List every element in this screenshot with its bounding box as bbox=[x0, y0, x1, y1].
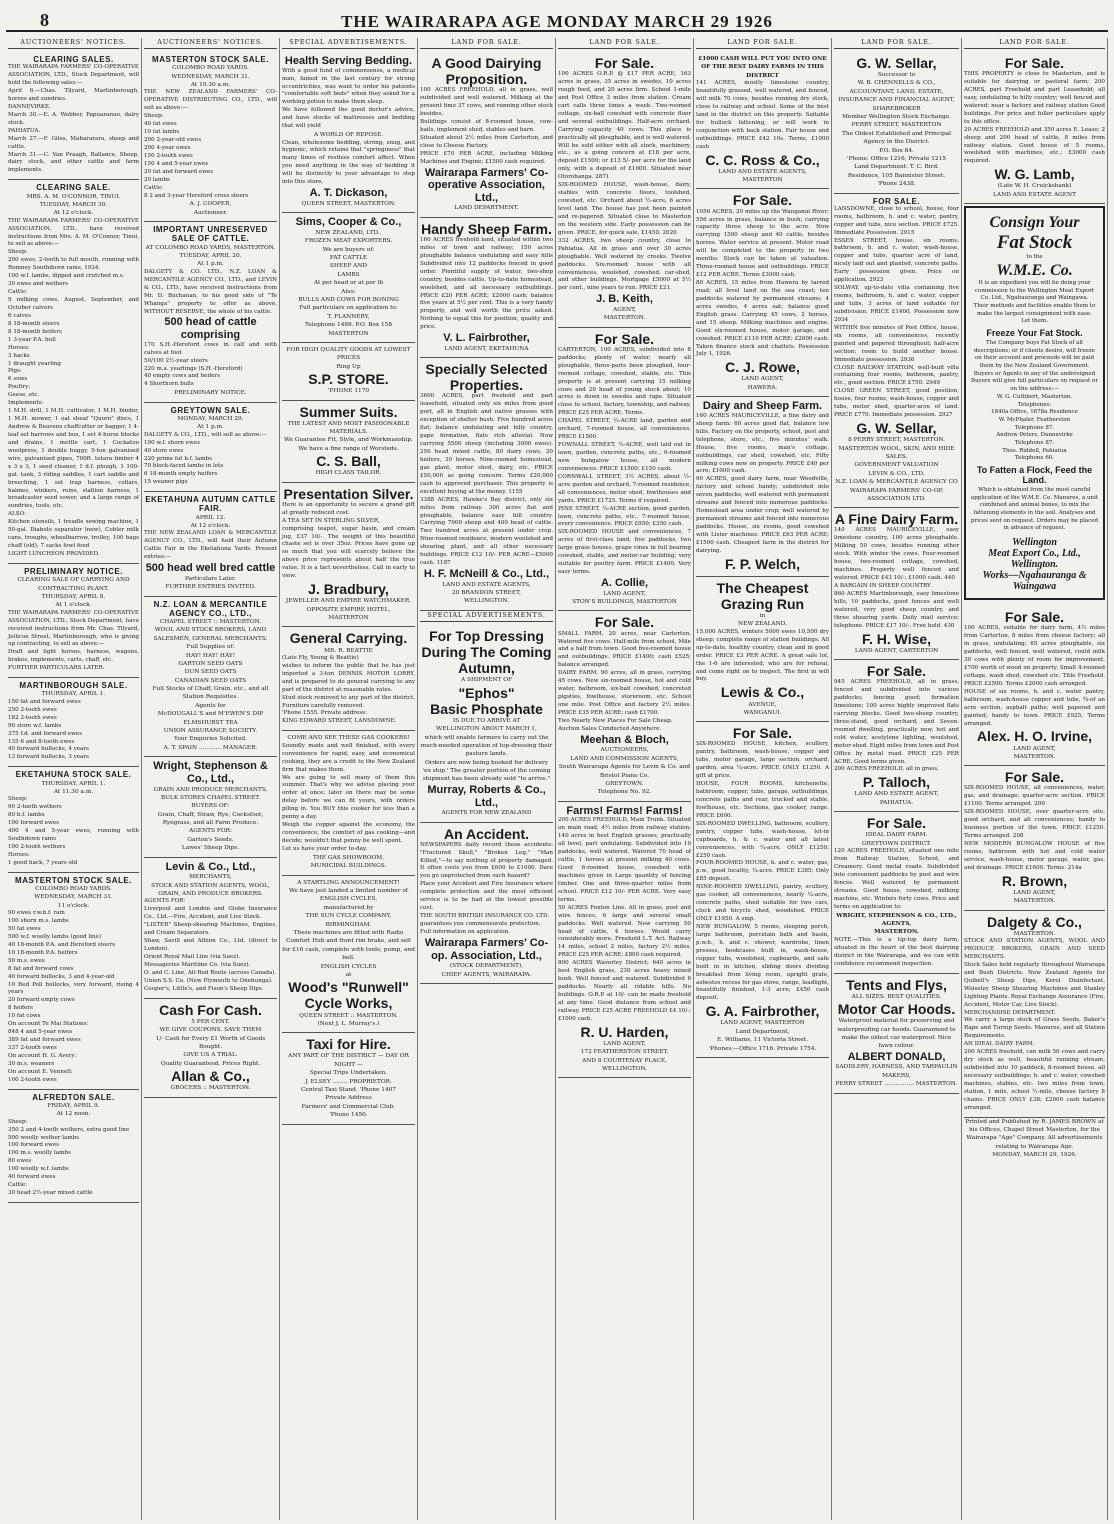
ad-subtitle: LAND AND ESTATE AGENTS, MASTERTON bbox=[718, 168, 807, 184]
ad-subtitle: AGENT, MASTERTON. bbox=[603, 306, 646, 322]
ad-subtitle: LAND AND ESTATE AGENT, PAHIATUA. bbox=[854, 791, 939, 806]
ad-subtitle: SADDLERY, HARNESS, AND TARPAULIN MAKERS, PERRY STREET ................ MASTERTON. bbox=[835, 1064, 958, 1088]
ad-address: CHAPEL STREET :: MASTERTON. bbox=[159, 618, 262, 625]
ad-subtitle: LAND AGENT, MASTERTON. bbox=[1013, 889, 1056, 905]
ad-body: 100 ACRES, suitable for dairy farm, 4½ miles from Carterton, 8 miles from cheese factory; all in grass, undulating; 65 acres ploughable, six paddocks, well fenced, well watered, could milk 30 cows with plenty of room for improvement. £700 worth of wood on property. Small 4-roomed cottage, wash shed, cowshed etc. Title Freehold. PRICE £2500. Terms £2000 cash arranged. HOUSE of six rooms, h. and c. water pantry, bathroom, wash-house copper and tubs, ¾-of an acre section, asphalt paths; well papered and painted; handy to town. PRICE £925. Terms arranged. bbox=[964, 625, 1105, 727]
ad-wright-stephenson bbox=[144, 757, 277, 857]
ad-title: Allan & Co., bbox=[171, 1068, 250, 1085]
ad-sellar bbox=[834, 52, 959, 194]
ad-note: PRELIMINARY NOTICE. bbox=[174, 390, 247, 397]
ad-advertiser: V. L. Fairbrother, bbox=[443, 332, 530, 345]
ad-title: Presentation Silver. bbox=[283, 485, 414, 502]
ad-title: For Sale. bbox=[866, 663, 927, 680]
ad-advertiser: F. H. Wise, bbox=[861, 630, 932, 647]
ad-body: 120 ACRES FREEHOLD, situated one mile from Railway Station, School, and Creamery. Good metal roads. Subdivided into convenient paddocks by post and wire fences. Well watered by permanent streams. Good house, cowshed, milking machine, etc. Winters forty cows. Price and terms on application to: bbox=[834, 848, 961, 910]
ad-title: For Sale. bbox=[732, 192, 793, 209]
ad-advertiser: G. A. Fairbrother, bbox=[705, 1003, 820, 1020]
ad-title: For Sale. bbox=[594, 330, 655, 347]
ad-title: Specially Selected Properties. bbox=[425, 361, 548, 394]
column-header: LAND FOR SALE. bbox=[964, 38, 1105, 49]
ad-title: A Fine Dairy Farm. bbox=[834, 511, 959, 528]
ad-subtitle: LAND AGENT, MASTERTON. bbox=[1013, 745, 1056, 760]
ad-subtitle: MERCHANTS, STOCK AND STATION AGENTS, WOOL, GRAIN, AND PRODUCE BROKERS. bbox=[151, 874, 270, 898]
ad-subtitle: COLOMBO ROAD YARDS. bbox=[35, 885, 112, 892]
ad-title: GREYTOWN SALE. bbox=[170, 405, 251, 415]
ad-title: CLEARING SALES. bbox=[33, 55, 114, 64]
ad-subtitle: NEW ZEALAND, LTD., FROZEN MEAT EXPORTERS. bbox=[304, 229, 393, 245]
ad-body: NEWSPAPERS daily record these accidents: "Fractured Skull," "Broken Leg," "Man Killed,"—to say nothing of property damaged. It often costs you from £600 to £1000. Dare you go unprotected from such hazard? Place your Accident and Fire Insurance where complete protection and the most efficient service is to be had at the lowest possible cost. THE SOUTH BRITISH INSURANCE CO. LTD. guarantees you commensurate protection. Full information on application. bbox=[420, 841, 553, 935]
ad-body: 160 ACRES freehold land, situated within two miles of town and railway; 150 acres ploughable balance undulating and easy hills Subdivided into 12 paddocks fenced in good order. Plentiful supply of water, two-shop country, besides cattle. Up-to-date homestead, woolshed, and all necessary outbuildings. PRICE £20 PER ACRE; £2000 cash; balance five years at 5½ per cent. This is a very handy property, and well worth the price asked. Nothing to equal this for position, quality and price. bbox=[420, 236, 555, 331]
ad-ring: Ring Up bbox=[336, 363, 361, 370]
ad-subtitle: LAND AGENT, EKETAHUNA bbox=[444, 345, 529, 352]
column-land-5 bbox=[962, 38, 1108, 1520]
ad-advertiser: P. Talloch, bbox=[862, 774, 931, 791]
ad-sims-cooper bbox=[282, 213, 415, 343]
ad-subtitle: AUCTIONEERS, LAND AND COMMISSION AGENTS, South Wairarapa Agents for Levin & Co. and Bristol Piano Co. GREYTOWN. Telephone No. 92. bbox=[558, 747, 691, 796]
ad-title: An Accident. bbox=[443, 825, 530, 842]
ad-body: AGENTS FOR: Liverpool and London and Globe Insurance Co., Ltd.—Fire, Accident, and Live Stock. "LISTER" Sheep-shearing Machines, Engines, and Cream Separators. Shaw, Savill and Albion Co., Ltd. (direct to London). Orient Royal Mail Line (via Suez). Messageries Maritime Co. (via Suez). O. and C. Line, All-Red Route (across Canada). Union S.S. Co. (New Plymouth to Onehunga). Cooper's, Little's, and Fison's Sheep Dips. bbox=[144, 898, 277, 992]
ad-advertiser: R. U. Harden, bbox=[580, 1023, 669, 1040]
ad-note: NOTE.—This is a tip-top dairy farm, situated in the heart of the best dairying district in the Wairarapa, and we can with confidence recommend inspection. bbox=[834, 936, 961, 967]
ad-note: FURTHER ENTRIES INVITED. bbox=[165, 584, 256, 591]
ad-for-sale-meehan bbox=[558, 611, 691, 801]
ad-title: Consign Your bbox=[989, 214, 1080, 232]
ad-title: Summer Suits. bbox=[299, 403, 398, 420]
column-auctioneers-2 bbox=[142, 38, 280, 1520]
ad-body: Which is obtained from the most careful application of the W.M.E. Co. Manures, a unit combined and animal bones, to mix the fattening elements in the soil. Analyses and prices sent on request. Orders may be placed in advance of request. bbox=[970, 487, 1099, 532]
ad-title: Dalgety & Co., bbox=[987, 913, 1082, 930]
ad-title: For Sale. bbox=[594, 614, 655, 631]
ad-for-sale-fairbrother bbox=[696, 722, 829, 1058]
ad-subtitle: LAND DEPARTMENT. bbox=[454, 205, 519, 212]
ad-date: WEDNESDAY, MARCH 31. bbox=[34, 894, 113, 901]
ad-title: Wright, Stephenson & Co., Ltd., bbox=[153, 760, 268, 785]
ad-carrying-plant bbox=[8, 564, 139, 678]
ad-subtitle: 5 PER CENT. bbox=[191, 1018, 230, 1025]
ad-date: MONDAY, MARCH 29. bbox=[177, 415, 244, 422]
ad-dalgety bbox=[964, 911, 1105, 1118]
ad-body: With a good fund of commonsense, a medical man, famed in the last century for strong eccentricities, was want to order his patients "comfortable soft beds" when they asked for a working potion to make them sleep. We have followed the good doctor's advice, and have stocks of mattresses and bedding that will yield bbox=[282, 67, 415, 130]
ad-tents-hoods bbox=[834, 974, 959, 1094]
ad-subtitle: MRS. A. M. O'CONNOR, TINUI. bbox=[26, 193, 121, 200]
ad-for-sale-rowe bbox=[696, 189, 829, 397]
ad-body: WE GIVE COUPONS. SAVE THEM 1/- Cash for Every £1 Worth of Goods Bought. GIVE US A TRIAL. Quality Guaranteed. Prices Right. bbox=[155, 1027, 266, 1067]
ad-english-cycles bbox=[282, 876, 415, 1034]
ad-title: Levin & Co., Ltd., bbox=[165, 860, 256, 873]
ad-advertiser: Wairarapa Farmers' Co-op. Association, Ltd., bbox=[424, 936, 549, 962]
ad-subtitle: Freeze Your Fat Stock. bbox=[986, 328, 1083, 339]
ad-advertiser: R. Brown, bbox=[1001, 872, 1068, 889]
ad-body: DALGETY & CO. LTD., N.Z. LOAN & MERCANTILE AGENCY CO., LTD., and LEVIN & CO., LTD., have received instructions from Mr. D. Buchanan, to his good side of "Te Whanga" property to offer as above, WITHOUT RESERVE, the whole of his cattle. bbox=[144, 268, 279, 315]
ad-advertiser: Meehan & Bloch, bbox=[580, 733, 669, 746]
ad-signature: THE GAS SHOWROOM, MUNICIPAL BUILDINGS. bbox=[310, 854, 387, 870]
ad-date: TUESDAY, MARCH 30. bbox=[39, 201, 108, 208]
ad-body: Sheep: 90 2-tooth wethers 80 b.f. lambs 100 forward ewes 400 4 and 5-year ewes, running with Southdown rams 100 2-tooth wethers Horses: 1 good hack, 7 years old bbox=[8, 796, 139, 866]
ad-body: 150 fat and forward ewes 250 2-tooth ewes 182 2-tooth ewes 90 store w.f. lambs 375 f.d. and forward ewes 135 6 and 8-tooth ewes 40 forward bullocks, 4 years 13 forward bullocks, 3 years bbox=[8, 698, 89, 761]
ad-body: IS DUE TO ARRIVE AT WELLINGTON ABOUT MARCH 1, which will enable farmers to carry out the much-needed operation of top-dressing their pasture lands. Orders are now being booked for delivery 'ex ship.' The greater portion of the coming shipment has been already sold "to arrive." bbox=[420, 717, 553, 783]
ad-address: QUEEN STREET, MASTERTON. bbox=[301, 200, 396, 207]
ad-title: PRELIMINARY NOTICE. bbox=[24, 566, 123, 576]
ad-title: Sims, Cooper & Co., bbox=[295, 216, 402, 229]
ad-time: At 1 p.m. bbox=[197, 424, 224, 431]
ad-subtitle: (STOCK DEPARTMENT), CHIEF AGENTS, WAIRARAPA. bbox=[441, 963, 532, 978]
ad-for-sale-lamb bbox=[964, 52, 1105, 204]
ad-advertiser: Murray, Roberts & Co., Ltd., bbox=[427, 783, 546, 809]
ad-title: N.Z. LOAN & MERCANTILE AGENCY CO., LTD., bbox=[153, 599, 268, 618]
ad-subtitle: Successor to W. B. CHENNELLS & CO., ACCOUNTANT, LAND, ESTATE, INSURANCE AND FINANCIAL AGENT, SHAREBROKER bbox=[838, 72, 955, 112]
ad-for-sale-irvine bbox=[964, 606, 1105, 766]
ad-subtitle: To Fatten a Flock, Feed the Land. bbox=[976, 465, 1093, 486]
ad-subtitle: LAND AGENT, HAWERA. bbox=[741, 376, 784, 391]
ad-title: Health Serving Bedding. bbox=[284, 55, 413, 67]
ad-subtitle: GRAIN AND PRODUCE MERCHANTS, BULK STORES CHAPEL STREET. bbox=[153, 786, 268, 801]
ad-advertiser: ALBERT DONALD, bbox=[847, 1050, 946, 1063]
ad-signature: A. J. COOPER, Auctioneer. bbox=[189, 201, 232, 216]
column-special-ads bbox=[280, 38, 418, 1520]
ad-headline: 500 head of cattle comprising bbox=[164, 316, 257, 342]
ad-accident-insurance bbox=[420, 823, 553, 984]
ad-title: For Sale. bbox=[1004, 769, 1065, 786]
ad-body: Waterproof material for preserving and waterproofing car hoods. Guaranteed to make the oldest car waterproof. Nice fawn colour. bbox=[837, 1018, 956, 1050]
ad-body: THE WAIRARAPA FARMERS' CO-OPERATIVE ASSOCIATION, LTD., have received instructions from Mrs. A. M. O'Connor, Tinui, to sell as above:— Sheep: 200 ewes, 2-tooth to full mouth, running with Romney Southdown rams, 1924. 100 w.f. lambs, dipped and crutched m.s. 30 ewes and wethers Cattle: 9 milking cows, August, September, and October calvers 6 calves 8 18-month steers 8 18-month heifers 1 3-year P.A. bull Horses: 3 hacks 1 draught yearling Pigs: 6 sows Poultry: Geese, etc. Implements: 1 M.H. drill, 1 M.H. cultivator, 1 M.H. binder, 1 M.H. mower, 1 oat sheaf "Quorn" discs, 1 Andrew & Beavens chaffcutter or bagger, 1 4-leaf set harrows and box, 1 set 4-horse blocks and drains, 1 mettle cart, 1 Cockatoo woolpress, 1 double buggy, 5-ton galvanised wire, galvanised pipes, 700ft. totara timber 4 x 3 x 3, 1 seed cleaner, 1 d.f. plough, 1 100-gal. tank, 3 riding saddles, 1 cart saddle and breeching, 1 set trap harness, collars, haimes, winkers, reins, stallion harness, 1 broadcaster seed sower, and a large range of sundries, tools, etc. ALSO: Kitchen utensils, 1 treadle sewing machine, 1 50-gal. Diabolo separator (new), Cobler milk cans, troughs, wheelbarrow, trolley, 100 bags chaff (old), 7 sacks fowl feed LIGHT LUNCHEON PROVIDED. bbox=[8, 217, 139, 558]
ad-body: 945 ACRES FREEHOLD, all in grass, fenced and subdivided into various paddocks; fencing good; formation limestone; 100 acres highly improved flats carrying blocks. Good two-sheep country, three-stand, good orchard, and Seven-roomed dwelling, practically new, hot and cold water, acetylene lighting, woolshed, motor-shed. Eight miles from town and Post Office by metal road. PRICE £25 PER ACRE. Good terms given. 200 ACRES FREEHOLD, all in grass, bbox=[834, 679, 959, 773]
ad-subtitle: CLEARING SALE OF CARRYING AND CONTRACTING PLANT. bbox=[17, 577, 130, 592]
ad-time: At 10.30 a.m. bbox=[190, 81, 231, 88]
ad-subtitle: AT COLOMBO ROAD YARDS, MASTERTON. bbox=[145, 244, 276, 251]
ad-date: APRIL 12. bbox=[195, 514, 226, 521]
ad-title: CLEARING SALE. bbox=[36, 183, 111, 193]
column-land-1 bbox=[418, 38, 556, 1520]
ad-headline: 500 head well bred cattle bbox=[145, 562, 276, 575]
ad-eketahuna-cattle-fair bbox=[144, 492, 277, 596]
ad-title: ALFREDTON SALE. bbox=[32, 1092, 115, 1102]
ad-body: 1056 ACRES, 20 miles up the Wanganui River; 556 acres in grass, balance in bush; carrying capacity three sheep to the acre. Now carrying 1500 sheep and 40 cattle, besides horses. Water service at present. Motor road will be completed to the property in two months. Stock can be taken at valuation. Three-roomed house and outbuildings. PRICE £12 PER ACRE. Terms £3000 cash. 80 ACRES, 15 miles from Hawera by tarred road; all level land on the sea coast; ten paddocks watered by permanent streams; 4 acres swedes, 4 acres oat; balance good English grass. Carrying 45 cows, 2 horses, and 15 sheep. Milking machines and engine. Good six-roomed house, motor garage, and cowshed. PRICE £110 PER ACRE; £2000 cash. Taken finance stock and chattels. Possession July 1, 1926. bbox=[696, 208, 829, 358]
ad-title: S.P. STORE. bbox=[308, 371, 389, 388]
ad-for-sale-sellar bbox=[834, 194, 959, 509]
ad-subtitle: AVENUE, WANGANUI. bbox=[743, 701, 782, 716]
masthead bbox=[6, 10, 1108, 32]
ad-product: "Ephos" Basic Phosphate bbox=[430, 684, 543, 717]
ad-subtitle: LAND AGENT, MASTERTON Land Department, E. Williams, 11 Victoria Street. 'Phones:—Office 1716. Private 1754. bbox=[708, 1020, 817, 1052]
ad-body: THE NEW ZEALAND LOAN & MERCANTILE AGENCY CO., LTD., will hold their Autumn Cattle Fair in the Eketahuna Yards. Present entries:— bbox=[144, 530, 279, 561]
ad-title: Tents and Flys, bbox=[846, 976, 947, 993]
ad-presentation-silver bbox=[282, 483, 415, 628]
ad-advertiser: A. Collie, bbox=[600, 577, 649, 590]
ad-masterton-stock-sale bbox=[144, 52, 277, 222]
ad-body: 90 ewes r.w.b.f. ram 100 shorn m.s. lambs 50 fat ewes 500 w.f. woolly lambs (good line) 40 18-month P.A. and Hereford steers 10 18-month P.A. heifers 50 m.s. ewes 8 fat and forward cows 40 forward bullocks, 3 and 4-year-old 10 Red Poll bullocks, very forward, rising 4 years 20 forward empty cows 8 heifers 10 fat cows On account Te Mai Stations: 848 4 and 5-year ewes 389 fat and forward ewes 337 2-tooth ewes On account H. G. Avery: 30 m.s. weaners On account E. Vennell: 100 2-tooth ewes bbox=[8, 910, 139, 1083]
ad-body: MASTERTON WOOL, SKIN, AND HIDE SALES. GOVERNMENT VALUATION LEVIN & CO., LTD. N.Z. LOAN & MERCANTILE AGENCY CO WAIRARAPA FARMERS' CO-OP. ASSOCIATION LTD. bbox=[835, 445, 958, 502]
imprint: Printed and Published by R. JAMES BROWN at his Offices, Chapel Street Masterton, for the Wairarapa "Age" Company. All advertisements relating to Wairarapa Age. MONDAY, MARCH 29, 1926. bbox=[965, 1118, 1104, 1159]
ad-title: Cash For Cash. bbox=[159, 1001, 262, 1018]
ad-body: SMALL FARM, 20 acres, near Carterton. Watered five cows. Half-mile from school, Mile and a half from town. Good five-roomed house and outbuildings. PRICE £1400; cash £525; balance arranged. DAIRY FARM, 90 acres, all in grass, carrying 45 cows. New six-roomed house, hot and cold water, bathroom, six-bail cowshed, concreted pigsties, fowlhouse, storeroom, etc. School one mile. Post Office and factory 2½ miles. PRICE £35 PER ACRE; cash £1700. Two Nearly New Places For Sale Cheap. Auction Sales Conducted Anywhere. bbox=[558, 630, 691, 732]
ad-time: At 12 o'clock. bbox=[53, 210, 94, 217]
ad-phone: 'PHONE 1170 bbox=[327, 388, 370, 395]
ad-handy-sheep-farm bbox=[420, 218, 553, 358]
ad-subtitle: 8 PERRY STREET, MASTERTON. bbox=[848, 437, 945, 444]
ad-farms-harden bbox=[558, 802, 691, 1079]
ad-body: SIX-ROOMED HOUSE, all conveniences, water, gas, and drainage; quarter-acre section. PRICE £1100. Terms arranged. 200 SIX-ROOMED HOUSE, over quarter-acre site, good orchard, and all conveniences; handy to business portion of the town. PRICE £1250. Terms arranged. 208 NEW MODERN BUNGALOW HOUSE of five rooms, bathroom with hot and cold water service, wash-house, motor garage, water, gas, and drainage. PRICE £1600. Terms. 214a bbox=[964, 785, 1105, 871]
ad-dairying-proposition bbox=[420, 52, 553, 218]
ad-dairy-sheep-farm bbox=[696, 397, 829, 577]
ad-title: Wood's "Runwell" Cycle Works, bbox=[288, 979, 409, 1012]
column-land-2 bbox=[556, 38, 694, 1520]
ad-body: We have just landed a limited number of ENGLISH CYCLES, manufactured by THE SUN CYCLE COMPANY, BIRMINGHAM. These machines are fitted with Radio Comfort Hub and front rim brake, and sell for £16 cash, complete with tools, pump, and bell. ENGLISH CYCLES at bbox=[282, 888, 415, 978]
ad-body: STOCK AND STATION AGENTS, WOOL AND PRODUCE BROKERS, GRAIN AND SEED MERCHANTS. Stock Sales held regularly throughout Wairarapa and Bush Districts. New Zealand Agents for Quibell's Sheep Dips, Kerol Disinfectant, Wolseley Sheep Shearing Machines and Stanley Lighting Plants. Royal Exchange Assurance (Fire, Accident, Motor Car, Live Stock). MERCHANDISE DEPARTMENT. We carry a large stock of Grass Seeds, Baker's Rape and Turnip Seeds. Manures, and all Station Requirements. AN IDEAL DAIRY FARM. 200 ACRES freehold, can milk 50 cows and carry dry stock as well, beautiful running stream, subdivided into 10 paddock, 8-roomed house, all necessary outbuildings; h. and c. water, cowshed machines, stables, etc. two miles from town, station, 1 mile, school ½-mile, cheese factory 8 chains. PRICE ONLY £38; £2000 cash balance arranged. bbox=[964, 938, 1105, 1111]
ad-subtitle: GROCERS :: MASTERTON. bbox=[170, 1085, 251, 1092]
column-header: AUCTIONEERS' NOTICES. bbox=[144, 38, 277, 49]
ad-body: 3600 ACRES, part freehold and part leasehold, situated only six miles from good port, all in English and native grasses with exception of shelter bush. Five hundred acres flat; balance undulating and hilly country, pape formation, flats rich alluvial. Now carrying 5500 sheep (including 3000 ewes), 250 head mixed cattle, 80 dairy cows, 20 heifers, 30 horses. Nine-roomed homestead, gas plant, motor shed, dairy, etc. PRICE £50,000 as going concern. Terms £20,000 cash to approved purchaser. This property is excellent buying at the money. 1155 3388 ACRES, Hawke's Bay district, only six miles from railway. 300 acres flat and ploughable, balance easy hill country. Carrying 7000 sheep and 400 head of cattle. Two hundred acres at present under crop. Nine-roomed residence, modern woolshed and shearing plant, and all other necessary buildings. PRICE £12 10/- PER ACRE—£5000 cash. 1187 bbox=[420, 393, 553, 567]
column-header: SPECIAL ADVERTISEMENTS. bbox=[282, 38, 415, 49]
ad-footer: Wellington Meat Export Co., Ltd., Wellington. Works—Ngahauranga & Waingawa bbox=[982, 537, 1087, 593]
ad-body: Sheep: 350 2 and 4-tooth wethers, extra good line 500 woolly wether lambs 100 forward ewes 100 m.s. woolly lambs 80 ewes 100 woolly w.f. lambs 40 forward ewes Cattle: 30 head 2½-year mixed cattle bbox=[8, 1118, 130, 1197]
ad-title: For Sale. bbox=[594, 55, 655, 71]
ad-body: 200 ACRES FREEHOLD, Main Trunk. Situated on main road, 4½ miles from railway station; 140 acres in best English grasses, practically all level, part undulating. Subdivided into 10 paddocks, well watered. Watered 70 head of cattle, 1 horses at present milking 40 cows. Good 6-roomed house, cowshed with machines given in Large quantity of fencing timber. One and three-quarter miles from school. PRICE £12 10/- PER ACRE. Very easy terms. 50 ACRES Foxton Line. All in grass, post and wire fences, 6 large and several small paddocks. Well watered. Now carrying 50 head of cattle, 4 horses. Would carry considerably more. Freehold L.T. Act. Railway 14 miles, school 2 miles, factory 2½ miles. PRICE £25 PER ACRE; £800 cash required. 800 ACRES Waverley District; 640 acres in best English grass, 230 acres heavy mixed bush. Well fenced and watered. Subdivided 6 paddocks. Nearly all ridable hills. No buildings. O.R.P. at 10/- can be made freehold at any time. Good distance from school and railway. PRICE £25 ACRE FREEHOLD £4 10/-; £1000 cash. bbox=[558, 817, 691, 1022]
ad-title: MASTERTON STOCK SALE. bbox=[152, 55, 269, 64]
section-header: SPECIAL ADVERTISEMENTS. bbox=[420, 611, 553, 622]
ad-body: DALGETY & CO., LTD., will sell as above:— 100 w.f. shorn ewes 40 store ewes 220 prime fat b.f. lambs 70 block-faced lambs in lots 6 18-month empty heifers 15 weaner pigs bbox=[144, 431, 267, 486]
ad-advertiser: A. T. Dickason, bbox=[309, 187, 388, 200]
ad-time: At 1 o'clock. bbox=[55, 602, 92, 609]
ad-title: MARTINBOROUGH SALE. bbox=[19, 681, 128, 691]
column-auctioneers-1 bbox=[6, 38, 142, 1520]
ad-title: FOR SALE. bbox=[872, 196, 921, 206]
ad-body: WOOL AND STOCK BROKERS, LAND SALESMEN, GENERAL MERCHANTS. Full Supplies of: HAY! HAY! HAY! GARTON SEED OATS DUN SEED OATS CANADIAN SEED OATS Full Stocks of Chaff, Grain, etc., and all Station Requisites. Agents for McDOUGALL'S and M'EWEN'S DIP ELMSHURST TEA UNION ASSURANCE SOCIETY. Your Enquiries Solicited. bbox=[152, 627, 269, 743]
ad-title: Motor Car Hoods. bbox=[837, 1001, 956, 1018]
ad-text: to the bbox=[1026, 254, 1043, 261]
ad-body: THE WAIRARAPA FARMERS' CO-OPERATIVE ASSOCIATION, LTD., Stock Department, will hold the following sales:— April 6.—Chas. Tilyard, Martinborough, horses and sundries. DANNEVIRKE. March 30.—E. A. Webber, Papuaranuo, dairy stock. PAHIATUA. March 27.—F. Giles, Mahararara, sheep and cattle. March 31.—C. Van Praagh, Ballance, Sheep, dairy stock, and other cattle and farm implements. bbox=[8, 64, 139, 174]
ad-for-sale-keith bbox=[558, 52, 691, 328]
ad-title: Taxi for Hire. bbox=[306, 1036, 391, 1053]
ad-for-sale-brown bbox=[964, 766, 1105, 910]
newspaper-title: THE WAIRARAPA AGE MONDAY MARCH 29 1926 bbox=[341, 12, 773, 31]
ad-advertiser: F. P. Welch, bbox=[725, 555, 800, 572]
ad-basic-phosphate bbox=[420, 625, 553, 823]
ad-advertiser: Alex. H. O. Irvine, bbox=[976, 728, 1093, 745]
ad-subtitle: MR. R. BEATTIE bbox=[324, 647, 373, 654]
column-header: LAND FOR SALE. bbox=[558, 38, 691, 49]
ad-subtitle: LAND AGENT, 172 FEATHERSTON STREET, AND 8 COURTENAY PLACE, WELLINGTON. bbox=[580, 1040, 669, 1073]
ad-levin-co bbox=[144, 858, 277, 999]
ad-selected-properties bbox=[420, 358, 553, 611]
ad-date: THURSDAY, APRIL 8. bbox=[41, 593, 106, 600]
ad-title: EKETAHUNA AUTUMN CATTLE FAIR. bbox=[145, 495, 276, 514]
ad-body: 140 ACRES MAURICEVILLE, easy limestone country, 100 acres ploughable. Milking 50 cows, besides running other stock. With winter the cows. Four-roomed house, two-roomed cottage, cowshed, machines. Property well fenced and watered. PRICE £43 10/-; £1000 cash. 440 A BARGAIN IN SHEEP COUNTRY 860 ACRES Martinborough, easy limestone hills, 10 paddocks, good fences and well watered, very good sheep country, and three shearing yards. Daily mail service; telephone. PRICE £17 10/-. Free hold. 430 bbox=[834, 527, 959, 629]
ad-title: G. W. Sellar, bbox=[856, 55, 937, 71]
ad-summer-suits bbox=[282, 401, 415, 483]
ad-title: For Sale. bbox=[1004, 55, 1065, 71]
ad-subtitle: in NEW ZEALAND. bbox=[738, 613, 787, 628]
ad-body: 160 ACRES MAURICEVILLE, a fine dairy and sheep farm; 60 acres good flat, balance low hills. Factory on the property, school, post and telephone, store, etc., five minutes' walk. House, five rooms, man's cottage, outbuildings, car shed, cowshed, etc. Fifty milking cows now on property. PRICE £40 per acre; £1000 cash. 90 ACRES, good dairy farm, near Woodville, factory and school handy; subdivided into seven paddocks, well watered with permanent streams and fenced into numerous paddocks. Homestead area under crop; well watered by permanent streams and fenced into numerous paddocks. House, six rooms, good cowshed with Lister machines. PRICE £63 PER ACRE; £1500 cash. Cheapest farm in the district for dairying. bbox=[696, 412, 829, 554]
ad-advertiser: Wairarapa Farmers' Co-operative Association, Ltd., bbox=[424, 166, 549, 204]
ad-title: Farms! Farms! Farms! bbox=[566, 804, 683, 817]
ad-subtitle: JEWELLER AND EMPIRE WATCHMAKER, OPPOSITE EMPIRE HOTEL, MASTERTON bbox=[285, 598, 412, 622]
ad-cash-for-cash bbox=[144, 999, 277, 1098]
ad-title: IMPORTANT UNRESERVED SALE OF CATTLE. bbox=[153, 225, 268, 244]
ad-title: Fat Stock bbox=[996, 232, 1073, 254]
ad-company: W.M.E. Co. bbox=[996, 261, 1073, 279]
ad-body: 15,000 ACRES, winters 5000 ewes 10,500 dry sheep; complete range of station buildings. All up-to-date, healthy country, clean and in good order. PRICE £3 PER ACRE. A great sale lot, the 1-6 are interested, who are for refusal, and come right on to inspect. The first in will buy. bbox=[696, 628, 831, 683]
column-header: LAND FOR SALE. bbox=[696, 38, 829, 49]
ad-title: EKETAHUNA STOCK SALE. bbox=[15, 770, 132, 780]
ad-time: 11 o'clock. bbox=[57, 902, 90, 909]
ad-martinborough-sale bbox=[8, 678, 139, 767]
ad-subtitle: (Late W. H. Cruickshank) LAND AND ESTATE AGENT bbox=[993, 183, 1076, 198]
ad-taxi bbox=[282, 1033, 415, 1124]
ad-date: WEDNESDAY, MARCH 31. bbox=[171, 73, 250, 80]
ad-eketahuna-stock-sale bbox=[8, 767, 139, 872]
ad-date: TUESDAY, APRIL 20. bbox=[179, 253, 242, 260]
ad-body: 100 ACRES O.R.P. @ £17 PER ACRE, 163 acres in grass, 35 acres in swedes, 10 acres rough feed, and 20 acres firm. School 1-mile and Post Office 3 miles from station. Cream cart calls three times a week. Two-roomed cottage, six-ball cowshed with concrete floor and several outbuildings. Half-acre orchard. Carrying capacity 40 cows. This place is practically all ploughable, and is well watered. Will be sold either with all stock, machinery, etc., as a going concern at £18 per acre, deposit £1500; or £13 5/- per acre for the land only, with a deposit of £1000. Situated near Otorohanga. 2871 SIX-ROOMED HOUSE, wash-house, dairy, stables with concrete floors, toolshed, cowshed, etc. Orchard about ½-acre, 6 acres level land. The house has just been painted and re-papered. Situated close to Masterton on the western side. Early possession can be given. PRICE, for quick sale, £1450. 2020 332 ACRES, two sheep country, close to Pahiatua. All in grass and over 30 acres ploughable. Well watered by creeks. Twelve paddocks. Six-roomed house with all conveniences, woolshed, cowshed, car-shed, and other buildings. Mortgage £5000 at 5½ per cent., nine years to run. PRICE £21. bbox=[558, 71, 691, 292]
ad-subtitle: LAND AND ESTATE AGENTS, 20 BRANDON STREET, WELLINGTON. bbox=[442, 581, 531, 605]
ad-unreserved-cattle-sale bbox=[144, 222, 277, 402]
ad-body: Here is an opportunity to secure a grand gift at greatly reduced cost. A TEA SET IN STERLING SILVER, comprising teapot, sugar basin, and cream jug, £37 10/-. The weight of this beautiful chaste set is over 35oz. Prices have gone up so much that you will scarcely believe the above price represents about half the true value. It is a fact nevertheless. Call in early to view. bbox=[282, 501, 415, 580]
ad-title: For Sale. bbox=[1004, 609, 1065, 626]
ad-clearing-sales bbox=[8, 52, 139, 180]
ad-title: For Sale. bbox=[732, 725, 793, 742]
column-land-4 bbox=[832, 38, 962, 1520]
ad-body: Member Wellington Stock Exchange. PERRY STREET, MASTERTON The Oldest Established and Principal Agency in the District. P.O. Box 84. 'Phone: Office 1216, Private 1215 Land Department: T. C. Bird. Residence, 105 Bannister Street. 'Phone 2438. bbox=[842, 114, 951, 188]
ad-body: It is an expedient you will be doing your commission to the Wellington Meat Export Co. Ltd., Ngahauranga and Waingawa. Their methods and facilities enable them to make the largest consignment with ease. Let them. bbox=[973, 279, 1096, 325]
ad-intro: A STARTLING ANNOUNCEMENT! bbox=[297, 879, 400, 886]
ad-subtitle: MASTERTON. bbox=[1013, 930, 1056, 937]
ad-body: ANY PART OF THE DISTRICT — DAY OR NIGHT — Special Trips Undertaken. J. ELSEY ........ PROPRIETOR. Central Taxi Stand. 'Phone 1407 Private Address Farmers' and Commercial Club. 'Phone 1450. bbox=[288, 1053, 409, 1119]
ad-date: THURSDAY, APRIL 1. bbox=[41, 780, 106, 787]
ad-title: The Cheapest Grazing Run bbox=[716, 579, 809, 612]
ad-sp-store bbox=[282, 343, 415, 401]
ad-subtitle: LAND AGENT, STON'S BUILDINGS, MASTERTON bbox=[572, 590, 677, 606]
ad-body: We are buyers of: FAT CATTLE SHEEP AND LAMBS At per head or at per lb Also: BULLS AND COWS FOR BONING Full particulars on application to: T. FLANNERY, Telephone 1486. P.O. Box 158 MASTERTON bbox=[298, 246, 399, 337]
ad-subtitle: A SHIPMENT OF bbox=[461, 677, 512, 684]
ad-body: LANSDOWNE, close to school, house, four rooms, bathroom, h. and c. water, pantry, copper and tubs, nice section. PRICE £725. Immediate Possession. 2915 ESSEX STREET, house, six rooms, bathroom, h. and c. water, wash-house, copper and tubs, quarter acre of land, nicely laid out and planted, concrete paths. Early possession given. Price on application. 2923 SOLWAY, up-to-date villa containing five rooms, bathroom, h. and c. water, copper and tubs, 3 acres of land suitable for subdivision. PRICE £1400. Possession now 2934 WITHIN five minutes of Post Office, house, six rooms, all conveniences, recently painted and papered throughout; half-acre section; room to build another house. Immediate possession. 2936 CLOSE RAILWAY STATION, well-built villa containing four rooms, bathroom, pantry, etc., good section. PRICE £750. 2949 CLOSE GREEN STREET, good position, house, four rooms, wash-house, copper and tubs, motor shed, quarter-acre of land. PRICE £770. Immediate possession. 2927 bbox=[834, 205, 959, 419]
ad-body: THIS PROPERTY is close to Masterton, and is suitable for dairying or pastoral farm; 200 ACRES, part Freehold and part Leasehold; all easy, undulating to hilly country; well fenced and watered; near a factory and railway station Good buildings. For price and fuller particulars apply to this office. 20 ACRES FREEHOLD and 350 acres E. Lease; 2 sheep and 200 head of cattle, 8 miles from railway station. Good house of 5 rooms, woolshed with machines, etc.; £3000 cash required. bbox=[964, 71, 1105, 165]
ad-subtitle: A WORLD OF REPOSE. bbox=[313, 132, 384, 139]
ad-body: SIX-ROOMED HOUSE, kitchen, scullery, pantry, bathroom, wash-house, copper and tubs, motor garage, large section, orchard, garden, area ¼-acre. PRICE ONLY £1250. A gift at price. HOUSE, FOUR ROOMS, kitchenette, bathroom, copper, tubs, garage, outbuildings, concrete paths and rear, trucked and stable, fowlhouse, etc. Sections, gas cooker, range. PRICE £600. SIX-ROOMED DWELLING, bathroom, scullery, pantry, copper tubs, wash-house, lot-in cupboards, h. & c. water and all latest conveniences, with ¼-acre. ONLY £1250; £250 cash. FOUR-ROOMED HOUSE, h. and c. water, gas, p.w., good locality, ¼-acre. PRICE £385; Only £85 deposit. NINE-ROOMED DWELLING, pantry, scullery, gas cooker, all conveniences, nearly ¼-acre, concrete paths, shed suitable for two cars, clock and bicycle shed, woodshed. PRICE ONLY £1950. A snip. NEW BUNGALOW, 5 rooms, sleeping porch, large bathroom, porcelain bath and basin, p.w.b., h. and c. shower, wardrobe, linen presses, bookcases built in, wash-house, copper tubs, woodshed, cupboards, and safe built in in kitchen, sliding doors dividing breakfast from living room, upright grate, asbestos recess for gas stove, range, leadlight, beautifully finished, 1-3 acre; £450 cash deposit. bbox=[696, 741, 830, 1002]
ad-advertiser: C. S. Ball, bbox=[316, 453, 381, 470]
ad-time: At 11.30 a.m. bbox=[53, 788, 94, 795]
ad-signature: A. T. SPAIN ............ MANAGER. bbox=[163, 744, 258, 751]
ad-ideal-dairy-farm bbox=[834, 812, 959, 973]
ad-advertiser: C. J. Rowe, bbox=[725, 359, 800, 376]
ad-body: THE NEW ZEALAND FARMERS' CO-OPERATIVE DISTRIBUTING CO., LTD., will sell as above:— Sheep: 40 fat ewes 10 fat lambs 200 2-year-old ewes 200 4-year ewes 150 2-tooth ewes 150 4 and 5-year ewes 20 fat and forward ewes 20 lambs Cattle: 8 2 and 3-year Hereford cross steers bbox=[144, 89, 277, 199]
ad-nz-loan-mercantile bbox=[144, 597, 277, 758]
ad-oconnor-clearing-sale bbox=[8, 180, 139, 564]
ad-body: CARTERTON, 100 ACRES, subdivided into 8 paddocks, plenty of water, nearly all ploughable, three-parts been ploughed, four-roomed cottage, cowshed, stable, etc. This property is at present carrying 15 milking cows and 20 head of young stock about; 10 acres is down in swedes and rape. Situated close to school, factory, township, and railway. PRICE £25 PER ACRE. Terms. CHAPEL STREET, ¼-ACRE land, garden and orchard, 7-roomed house, all conveniences. PRICE £1500. FOWNALL STREET, ¼-ACRE, well laid out in lawn, garden, concrete paths, etc., 6-roomed new bungalow house, all modern conveniences. PRICE £1500; £150 cash. CORNWALL STREET, 3½ ACRES, about ½-acre garden and orchard, 7-roomed residence, all conveniences, motor shed, fowlhouses and yards. PRICE £1725. Terms if required. PINE STREET, ¼-ACRE section, good garden, lawn, concrete paths, etc., 7-roomed house, every convenience. PRICE £950; £350 cash. SIX-ROOMED HOUSE and conveniences, 7 acres of first-class land, five paddocks, two large grass houses, grape vines in full bearing cowshed, stable, and motor-car building; very suitable for poultry farm. PRICE £1400. Very easy terms. bbox=[558, 346, 691, 576]
ad-body: Soundly made and well finished, with every convenience for rapid, easy, and economical cooking, they are a credit to the New Zealand firm that makes them. We are going to sell many of them this summer. That's why we advise placing your order at once; later on there may be some delay before we can fit yours, with orders piling in. You BUY this cooker for less than a penny a day. Weigh the copper against the economy, the convenience, the comfort of gas cooking—and decide; wouldn't that penny be well spent. Let us have your order to-day. bbox=[282, 742, 415, 852]
ad-general-carrying bbox=[282, 627, 415, 731]
ad-signature: WRIGHT, STEPHENSON & CO., LTD., AGENTS, MASTERTON. bbox=[836, 912, 957, 936]
ad-intro: FOR HIGH QUALITY GOODS AT LOWEST PRICES bbox=[286, 346, 411, 362]
ad-for-sale-talloch bbox=[834, 660, 959, 812]
ad-list: 170 S.H.-Hereford cows in calf and with calves at foot 50/100 2½-year steers 220 m.a. yearlings (S.H.-Hereford) 40 empty cows and heifers 4 Shorthorn bulls bbox=[144, 341, 277, 388]
ad-advertiser: Lewis & Co., bbox=[720, 684, 805, 701]
ad-body: THE LATEST AND MOST FASHIONABLE MATERIALS. We Guarantee Fit, Style, and Workmanship. We have a fine range of Worsteds. bbox=[284, 420, 413, 452]
ad-time: At 12 noon. bbox=[56, 1111, 91, 1118]
ad-title: MASTERTON STOCK SALE. bbox=[15, 875, 132, 885]
ad-for-sale-collie bbox=[558, 328, 691, 612]
ad-body: 141 ACRES, mostly limestone country, beautifully grassed, well watered, and fenced, will milk 70 cows, besides running dry stock, close to railway and school. Some of the best land in the district on this property. Suitable for bullock fattening, or will work in conjunction with back station. Fair house and outbuildings. PRICE £42 10s. Terms, £1000 cash bbox=[696, 80, 831, 150]
ad-body: 100 ACRES FREEHOLD, all in grass, well subdivided and well watered. Milking at the present time 37 cows, and running other stock besides. Buildings consist of 8-roomed house, cow-bails, implement shed, stables and barn. Situated about 2½ miles from Carterton, and close to Cheese Factory. PRICE £70 PER ACRE, including Milking Machines and Engine; £1500 cash required. bbox=[420, 87, 553, 165]
ad-subtitle: COLOMBO ROAD YARDS. bbox=[172, 65, 249, 72]
ad-advertiser: J. B. Keith, bbox=[596, 293, 653, 306]
ad-advertiser: H. F. McNeill & Co., Ltd., bbox=[423, 568, 550, 581]
ad-advertiser: C. C. Ross & Co., bbox=[705, 151, 820, 168]
ad-advertiser: W. G. Lamb, bbox=[994, 166, 1075, 183]
column-header: LAND FOR SALE. bbox=[834, 38, 959, 49]
ad-title: Handy Sheep Farm. bbox=[421, 220, 552, 237]
ad-bedding bbox=[282, 52, 415, 213]
ad-consign-fat-stock bbox=[964, 206, 1105, 600]
ad-address: QUEEN STREET :: MASTERTON. (Next J. L. Murray's.) bbox=[299, 1012, 398, 1027]
ad-title: A Good Dairying Proposition. bbox=[431, 55, 542, 88]
page-number: 8 bbox=[40, 10, 49, 30]
ad-fine-dairy-farm bbox=[834, 508, 959, 660]
ad-title: General Carrying. bbox=[289, 630, 408, 647]
ad-greytown-sale bbox=[144, 403, 277, 493]
ad-subtitle: ALL SIZES. BEST QUALITIES. bbox=[851, 993, 942, 1000]
ad-note: Particulars Later. bbox=[185, 575, 236, 582]
ad-body: THE WAIRARAPA FARMERS' CO-OPERATIVE ASSOCIATION, LTD., Stock Department, have received instructions from Mr. Chas. Tilyard, Jellicoe Street, Martinborough, who is giving up contracting, to sell as above:— Draft and light horses, harness, wagons, brakes, implements, carts, chaff, etc. FURTHER PARTICULARS LATER. bbox=[8, 609, 139, 672]
column-header: AUCTIONEERS' NOTICES. bbox=[8, 38, 139, 49]
ad-body: The Company buys Fat Stock of all descriptions; or if clients desire, will freeze on their account and proceeds will be paid them by the New Zealand Government. Buyers or Agents in any of the undersigned Buyers will give full particulars on request or on the address:— W. G. Cuthbert, Masterton. Telephones: 1840a Office, 1678a Residence W. McPhaler, Featherston Telephone 87. Andrew Peters, Dannevirke Telephone 87. Thos. Riddell, Pahiatua Telephone 60. bbox=[971, 340, 1098, 462]
ad-date: THURSDAY, APRIL 1. bbox=[41, 691, 106, 698]
ad-body: BUYERS OF: Grain, Chaff, Straw, Rye, Cocksfoot, Ryegrass, and all Farm Produce. AGENTS FOR: Garton's Seeds. Lawes' Sheep Dips. bbox=[157, 803, 264, 852]
ad-best-dairy-farm bbox=[696, 52, 829, 189]
ad-grazing-run bbox=[696, 577, 829, 722]
ad-time: At 1 p.m. bbox=[197, 261, 224, 268]
ad-title: For Top Dressing During The Coming Autumn, bbox=[421, 627, 552, 677]
ad-date: FRIDAY, APRIL 9. bbox=[47, 1102, 100, 1109]
ad-alfredton-sale bbox=[8, 1090, 139, 1203]
ad-body: (Late Fly, Young & Beattie) wishes to inform the public that he has just imported a 3-ton DENNIS MOTOR LORRY, and is prepared to do general carrying to any part of the district at reasonable rates. Stud stock removed to any part of the district. Furniture carefully removed. 'Phone 1555. Private address: KING EDWARD STREET, LANSDOWNE. bbox=[282, 654, 415, 725]
ad-advertiser: G. W. Sellar, bbox=[856, 420, 937, 437]
ad-subtitle: LAND AGENT, CARTERTON bbox=[854, 647, 939, 654]
ad-gas-cookers bbox=[282, 731, 415, 875]
ad-subtitle: HIGH CLASS TAILOR. bbox=[315, 470, 382, 477]
ad-subtitle: IDEAL DAIRY FARM. GREYTOWN DISTRICT. bbox=[861, 832, 932, 847]
column-land-3 bbox=[694, 38, 832, 1520]
ad-title: COME AND SEE THESE GAS COOKERS! bbox=[287, 735, 410, 742]
column-header: LAND FOR SALE. bbox=[420, 38, 553, 49]
ad-title: For Sale. bbox=[866, 815, 927, 832]
ad-title: Dairy and Sheep Farm. bbox=[702, 400, 823, 413]
ad-subtitle: AGENTS FOR NEW ZEALAND bbox=[441, 810, 532, 817]
ad-intro: £1000 CASH WILL PUT YOU INTO ONE OF THE BEST DAIRY FARMS IN THIS DISTRICT bbox=[698, 56, 827, 79]
ad-masterton-stock-sale bbox=[8, 873, 139, 1090]
ad-advertiser: J. Bradbury, bbox=[308, 581, 389, 598]
ad-body: Clean, wholesome bedding, strong, snug, and hygienic, which retains that "springiness" that many times of restless comfort affect. When you need anything in the way of bedding it will be distinctly to your advantage to step into this store. bbox=[282, 139, 417, 186]
ad-time: At 12 o'clock. bbox=[190, 523, 231, 530]
